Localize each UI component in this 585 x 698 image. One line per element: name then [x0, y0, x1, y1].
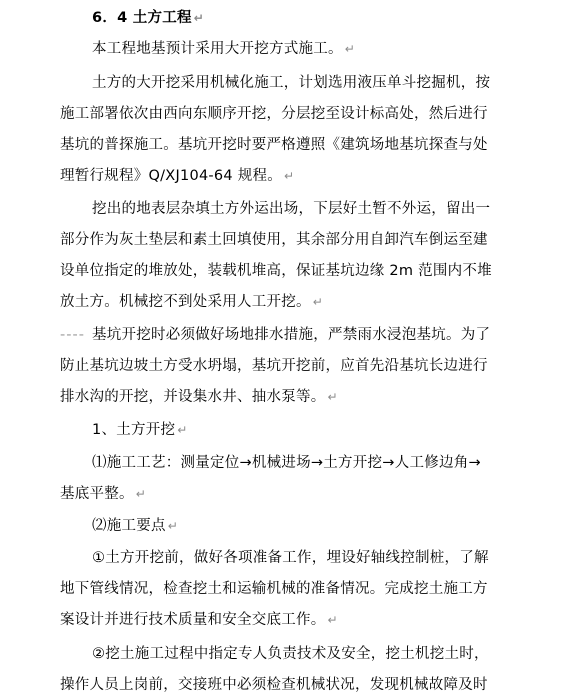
text-line	[0, 261, 585, 281]
line-text: 排水沟的开挖，并设集水井、抽水泵等。	[60, 389, 326, 405]
line-text: 1、土方开挖	[92, 422, 176, 438]
paragraph-mark-icon: ↵	[327, 613, 338, 627]
line-text: 地下管线情况，检查挖土和运输机械的准备情况。完成挖土施工方	[60, 581, 488, 597]
text-line	[0, 610, 585, 630]
paragraph-mark-icon: ↵	[344, 42, 356, 56]
paragraph-mark-icon: ↵	[167, 519, 179, 533]
section-heading	[0, 8, 585, 28]
line-text: 部分作为灰土垫层和素土回填使用，其余部分用自卸汽车倒运至建	[60, 232, 488, 248]
line-text: 设单位指定的堆放处，装载机堆高，保证基坑边缘 2m 范围内不堆	[60, 263, 492, 279]
text-line	[0, 453, 585, 473]
text-line	[0, 420, 585, 440]
text-line	[0, 135, 585, 155]
line-text: 挖出的地表层杂填土方外运出场，下层好土暂不外运，留出一	[92, 201, 491, 217]
line-text: 土方的大开挖采用机械化施工，计划选用液压单斗挖掘机，按	[92, 75, 491, 91]
line-text: 操作人员上岗前，交接班中必须检查机械状况，发现机械故障及时	[60, 677, 488, 693]
line-text: 基坑开挖时必须做好场地排水措施，严禁雨水浸泡基坑。为了	[92, 327, 491, 343]
text-line	[0, 230, 585, 250]
line-text: 放土方。机械挖不到处采用人工开挖。	[60, 294, 311, 310]
text-line	[0, 199, 585, 219]
text-line	[0, 516, 585, 536]
paragraph-mark-icon: ↵	[135, 487, 147, 501]
line-text: 基坑的普探施工。基坑开挖时要严格遵照《建筑场地基坑探查与处	[60, 137, 488, 153]
paragraph-mark-icon: ↵	[312, 295, 324, 309]
text-line	[0, 387, 585, 407]
line-text: 6．4 土方工程	[92, 10, 192, 26]
text-line	[0, 484, 585, 504]
line-text: 基底平整。	[60, 486, 134, 502]
line-text: ①土方开挖前，做好各项准备工作，埋设好轴线控制桩，了解	[92, 550, 489, 566]
text-line	[0, 356, 585, 376]
text-line	[0, 325, 585, 345]
paragraph-mark-icon: ↵	[193, 11, 205, 25]
line-text: 本工程地基预计采用大开挖方式施工。	[92, 41, 343, 57]
text-line	[0, 73, 585, 93]
line-text: 案设计并进行技术质量和安全交底工作。	[60, 612, 326, 628]
text-line	[0, 548, 585, 568]
text-line	[0, 166, 585, 186]
paragraph-mark-icon: ↵	[177, 423, 188, 437]
line-text: ⑴施工工艺：测量定位→机械进场→土方开挖→人工修边角→	[92, 455, 481, 471]
text-line	[0, 292, 585, 312]
text-line	[0, 39, 585, 59]
text-line	[0, 579, 585, 599]
line-text: 防止基坑边坡土方受水坍塌，基坑开挖前，应首先沿基坑长边进行	[60, 358, 488, 374]
line-text: ②挖土施工过程中指定专人负责技术及安全，挖土机挖土时，	[92, 646, 489, 662]
text-line	[0, 644, 585, 664]
paragraph-mark-icon: ↵	[283, 169, 295, 183]
paragraph-mark-icon: ↵	[327, 390, 338, 404]
line-text: ⑵施工要点	[92, 518, 166, 534]
tab-leader: ----	[60, 327, 85, 343]
text-line	[0, 104, 585, 124]
line-text: 施工部署依次由西向东顺序开挖，分层挖至设计标高处，然后进行	[60, 106, 488, 122]
text-line	[0, 675, 585, 695]
line-text: 理暂行规程》Q/XJ104-64 规程。	[60, 168, 282, 184]
